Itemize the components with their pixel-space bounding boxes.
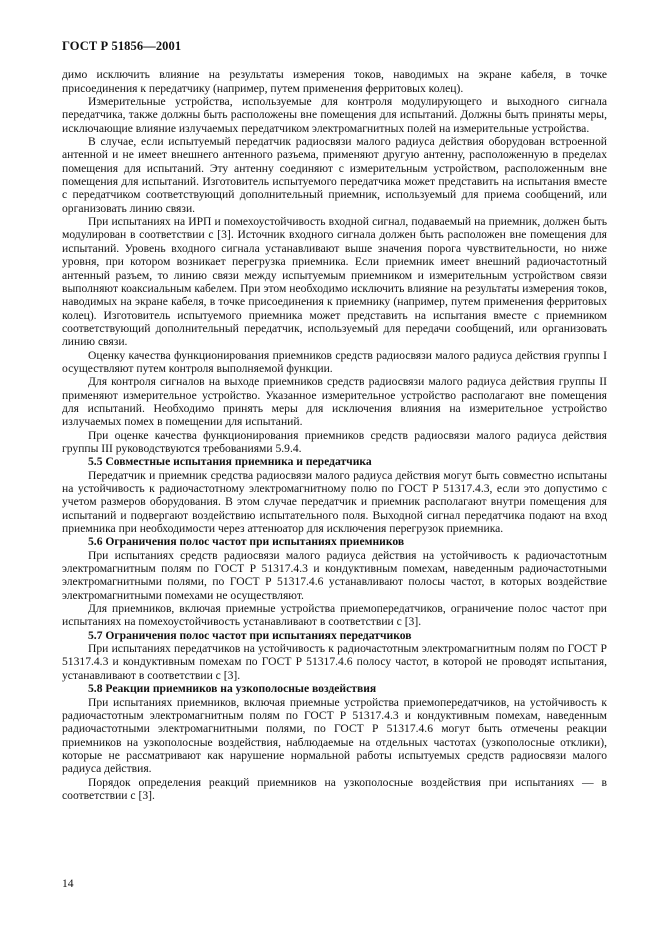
paragraph: При испытаниях приемников, включая приемные устройства приемопередатчиков, на устойчивость к радиочастотным электромагнитным полям по ГОСТ Р 51317.4.3 и кондуктивным помехам, наведенным радиочастотными электромагнитными полями, по ГОСТ Р 51317.4.6 могут быть отмечены реакции приемников на узкополосные воздействия, наблюдаемые на отдельных частотах (узкополосные отклики), которые не рассматривают как нарушение нормальной работы испытуемых средств радиосвязи малого радиуса действия.	[62, 695, 607, 776]
paragraph: В случае, если испытуемый передатчик радиосвязи малого радиуса действия оборудован встроенной антенной и не имеет внешнего антенного разъема, применяют другую антенну, расположенную в пределах помещения для испытаний. Эту антенну соединяют с измерительным устройством, расположенным вне помещения для испытаний. Изготовитель испытуемого передатчика может представить на испытания вместе с передатчиком соответствующий дополнительный приемник, используемый для приема сообщений, или организовать линию связи.	[62, 135, 607, 215]
paragraph: Оценку качества функционирования приемников средств радиосвязи малого радиуса действия группы I осуществляют путем контроля выполняемой функции.	[62, 348, 607, 375]
paragraph: Передатчик и приемник средства радиосвязи малого радиуса действия могут быть совместно испытаны на устойчивость к радиочастотному электромагнитному полю по ГОСТ Р 51317.4.3, если это допустимо с учетом размеров оборудования. В этом случае передатчик и приемник располагают внутри помещения для испытаний и подвергают воздействию испытательного поля. Выходной сигнал передатчика подают на вход приемника при необходимости через аттенюатор для исключения перегрузок приемника.	[62, 468, 607, 536]
paragraph: При испытаниях на ИРП и помехоустойчивость входной сигнал, подаваемый на приемник, должен быть модулирован в соответствии с [3]. Источник входного сигнала должен быть расположен вне помещения для испытаний. Уровень входного сигнала устанавливают выше значения порога чувствительности, но ниже уровня, при котором возникает перегрузка приемника. Если приемник имеет внешний радиочастотный антенный разъем, то линию связи между испытуемым приемником и измерительным устройством связи выполняют коаксиальным кабелем. При этом необходимо исключить влияние на результаты измерения токов, наводимых на экране кабеля, в точке присоединения к приемнику (например, путем применения ферритовых колец). Изготовитель испытуемого приемника может представить на испытания вместе с приемником соответствующий дополнительный передатчик, используемый для передачи сообщений, или организовать линию связи.	[62, 215, 607, 349]
page-number: 14	[62, 877, 74, 890]
paragraph: При испытаниях передатчиков на устойчивость к радиочастотным электромагнитным полям по ГОСТ Р 51317.4.3 и кондуктивным помехам по ГОСТ Р 51317.4.6 полосу частот, в которой не проводят испытания, устанавливают в соответствии с [3].	[62, 642, 607, 682]
paragraph: Порядок определения реакций приемников на узкополосные воздействия при испытаниях — в соответствии с [3].	[62, 775, 607, 802]
page-header: ГОСТ Р 51856—2001	[62, 39, 182, 53]
section-heading-5-8: 5.8 Реакции приемников на узкополосные воздействия	[88, 682, 377, 696]
paragraph: При оценке качества функционирования приемников средств радиосвязи малого радиуса действия группы III руководствуются требованиями 5.9.4.	[62, 428, 607, 455]
section-heading-5-6: 5.6 Ограничения полос частот при испытаниях приемников	[88, 535, 405, 549]
paragraph: димо исключить влияние на результаты измерения токов, наводимых на экране кабеля, в точке присоединения к передатчику (например, путем применения ферритовых колец).	[62, 68, 607, 95]
paragraph: Для контроля сигналов на выходе приемников средств радиосвязи малого радиуса действия группы II применяют измерительное устройство. Указанное измерительное устройство располагают вне помещения для испытаний. Необходимо принять меры для исключения влияния на измерительное устройство излучаемых помех в помещении для испытаний.	[62, 375, 607, 429]
paragraph: Измерительные устройства, используемые для контроля модулирующего и выходного сигнала передатчика, также должны быть расположены вне помещения для испытаний. Должны быть приняты меры, исключающие влияние излучаемых передатчиком электромагнитных полей на измерительные устройства.	[62, 95, 607, 135]
section-heading-5-7: 5.7 Ограничения полос частот при испытаниях передатчиков	[88, 628, 412, 642]
section-heading-5-5: 5.5 Совместные испытания приемника и передатчика	[88, 455, 372, 469]
paragraph: Для приемников, включая приемные устройства приемопередатчиков, ограничение полос частот при испытаниях на помехоустойчивость устанавливают в соответствии с [3].	[62, 602, 607, 629]
paragraph: При испытаниях средств радиосвязи малого радиуса действия на устойчивость к радиочастотным электромагнитным полям по ГОСТ Р 51317.4.3 и кондуктивным помехам, наведенным радиочастотными электромагнитными полями, по ГОСТ Р 51317.4.6 устанавливают полосы частот, в которых воздействие электромагнитными помехами не осуществляют.	[62, 548, 607, 602]
